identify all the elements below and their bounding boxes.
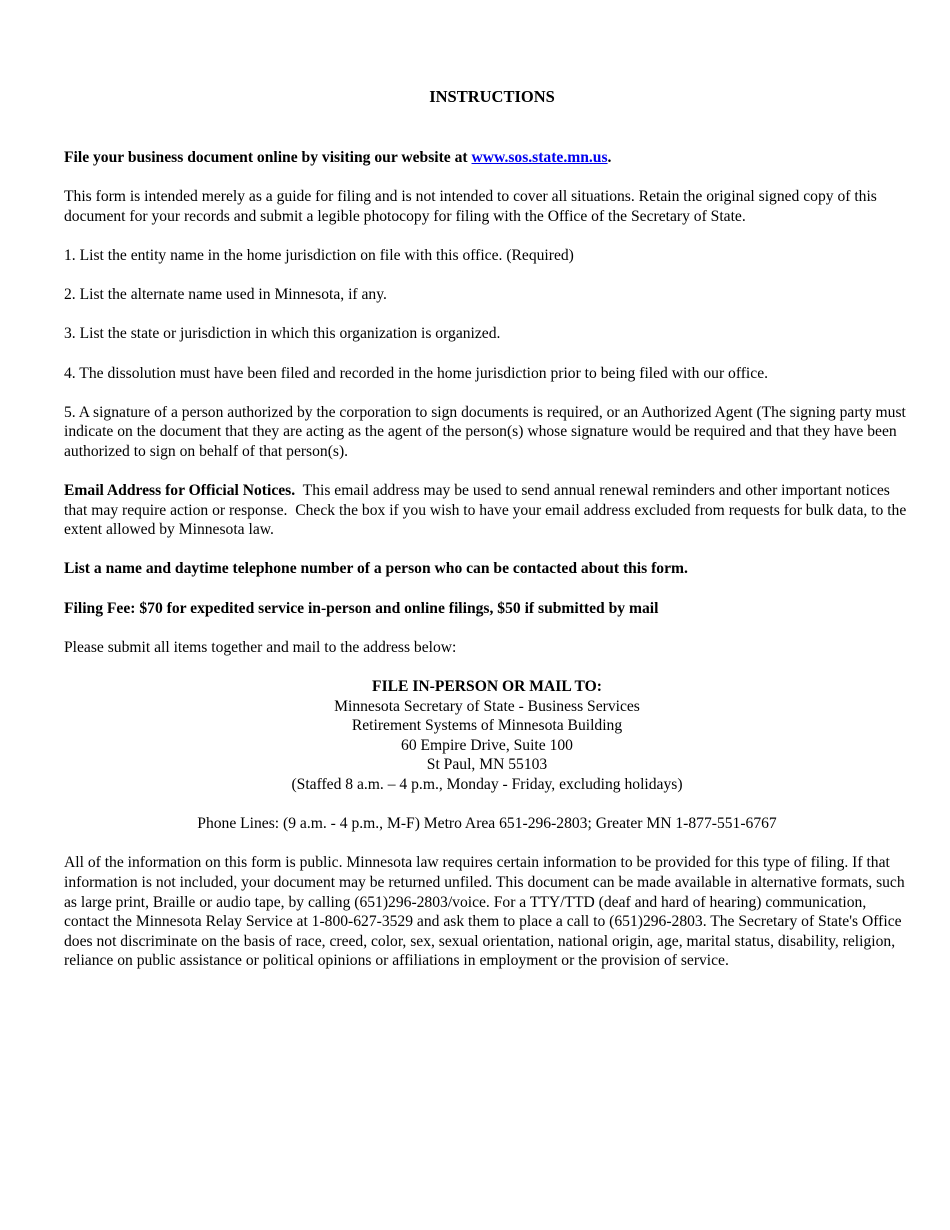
- address-line: (Staffed 8 a.m. – 4 p.m., Monday - Friday, excluding holidays): [291, 776, 683, 793]
- address-line: St Paul, MN 55103: [426, 756, 548, 774]
- address-line: Retirement Systems of Minnesota Building: [351, 717, 623, 735]
- website-link[interactable]: www.sos.state.mn.us: [471, 149, 608, 166]
- address-heading: FILE IN-PERSON OR MAIL TO:: [372, 678, 602, 696]
- address-line: 60 Empire Drive, Suite 100: [401, 736, 573, 754]
- address-line: Minnesota Secretary of State - Business Services: [334, 697, 640, 715]
- online-filing-prefix: File your business document online by visiting our website at: [64, 149, 472, 166]
- mailing-address: [64, 677, 910, 795]
- submit-note: Please submit all items together and mail to the address below:: [64, 638, 457, 656]
- email-text: This email address may be used to send annual renewal reminders and other important notices that may require action or response. Check the box if you wish to have your email address excluded from requests for bulk data, to the extent allowed by Minnesota law.: [64, 482, 911, 539]
- intro-paragraph: This form is intended merely as a guide for filing and is not intended to cover all situations. Retain the original signed copy of this document for your records and submit a legible photocopy for filing with the Office of the Secretary of State.: [64, 188, 877, 225]
- instruction-item-5: 5. A signature of a person authorized by the corporation to sign documents is required, or an Authorized Agent (The signing party must indicate on the document that they are acting as the agent of the person(s) whose signature would be required and that they have been authorized to sign on behalf of that person(s).: [64, 403, 906, 460]
- phone-lines: Phone Lines: (9 a.m. - 4 p.m., M-F) Metro Area 651-296-2803; Greater MN 1-877-551-6767: [197, 815, 777, 833]
- instruction-item-3: 3. List the state or jurisdiction in which this organization is organized.: [64, 325, 501, 343]
- email-heading: Email Address for Official Notices.: [64, 482, 296, 500]
- instruction-item-2: 2. List the alternate name used in Minnesota, if any.: [64, 286, 387, 304]
- page-title: INSTRUCTIONS: [429, 87, 555, 106]
- instructions-page: [64, 86, 910, 991]
- online-filing-note: [64, 148, 910, 168]
- filing-fee: Filing Fee: $70 for expedited service in-person and online filings, $50 if submitted by mail: [64, 599, 659, 617]
- instruction-item-4: 4. The dissolution must have been filed and recorded in the home jurisdiction prior to being filed with our office.: [64, 364, 769, 382]
- online-filing-suffix: .: [607, 149, 612, 166]
- instruction-item-1: 1. List the entity name in the home jurisdiction on file with this office. (Required): [64, 246, 574, 264]
- email-paragraph: [64, 481, 910, 540]
- contact-note: List a name and daytime telephone number of a person who can be contacted about this form.: [64, 560, 688, 578]
- public-notice: All of the information on this form is public. Minnesota law requires certain information to be provided for this type of filing. If that information is not included, your document may be returned unfiled. This document can be made available in alternative formats, such as large print, Braille or audio tape, by calling (651)296-2803/voice. For a TTY/TTD (deaf and hard of hearing) communication, contact the Minnesota Relay Service at 1-800-627-3529 and ask them to place a call to (651)296-2803. The Secretary of State's Office does not discriminate on the basis of race, creed, color, sex, sexual orientation, national origin, age, marital status, disability, religion, reliance on public assistance or political opinions or affiliations in employment or the provision of service.: [64, 854, 905, 970]
